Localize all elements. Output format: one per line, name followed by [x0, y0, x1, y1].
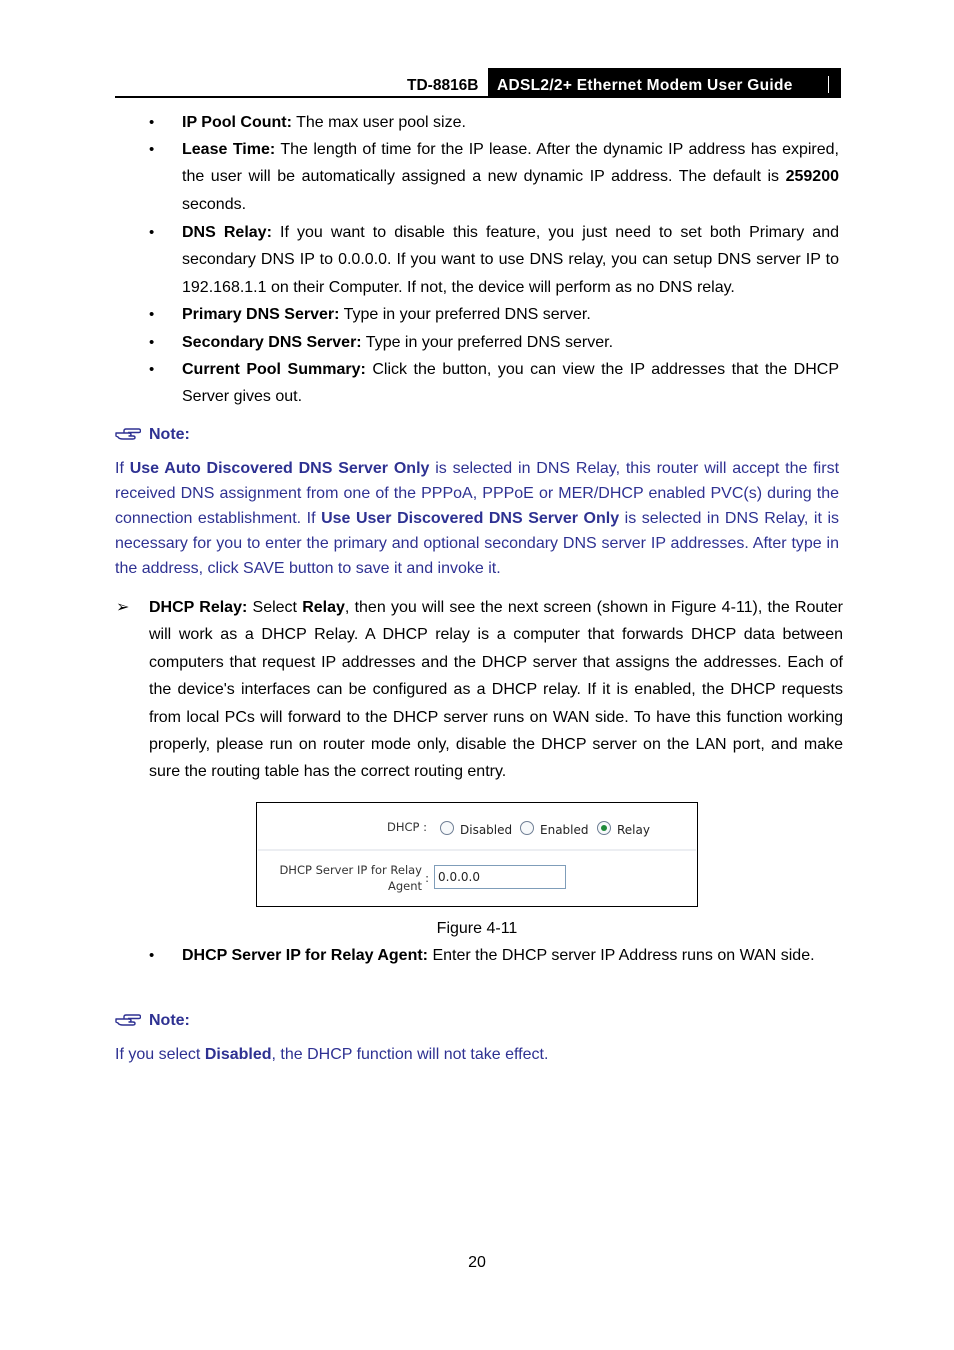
bullet-text: If you want to disable this feature, you just need to set both Primary and secondary DNS IP to 0.0.0.0. If you want to use DNS relay, you can setup DNS server IP to 192.168.1.1 on their Computer. If not, the device will perform as no DNS relay. [182, 224, 839, 296]
dhcp-settings-figure [256, 802, 698, 907]
note-label: Note: [149, 1012, 190, 1029]
figure-caption: Figure 4-11 [436, 920, 518, 937]
bullet-text: Type in your preferred DNS server. [339, 306, 591, 323]
dhcp-label: DHCP : [387, 820, 427, 834]
note-text: , the DHCP function will not take effect. [271, 1046, 549, 1063]
radio-enabled[interactable] [520, 821, 534, 835]
pointing-hand-icon [115, 1014, 141, 1028]
note-label: Note: [149, 426, 190, 443]
bullet-term: Secondary DNS Server: [182, 334, 362, 351]
bullet-term: Lease Time: [182, 141, 276, 158]
bullet-term: DHCP Server IP for Relay Agent: [182, 947, 429, 964]
note-text: is selected in DNS Relay, it is necessary for you to enter the primary and optional secondary DNS server IP addresses. After type in the address, click SAVE button to save it and invoke it. [115, 510, 839, 577]
radio-disabled-label: Disabled [460, 823, 513, 837]
bullet-primary-dns [182, 301, 839, 328]
radio-enabled-label: Enabled [540, 823, 589, 837]
radio-relay-label: Relay [617, 823, 650, 837]
lease-default-value: 259200 [785, 168, 839, 186]
note-body [115, 456, 839, 581]
note-bold: Use User Discovered DNS Server Only [321, 510, 620, 527]
bullet-current-pool-summary [182, 356, 839, 411]
note-heading [115, 426, 190, 444]
radio-relay[interactable] [597, 821, 611, 835]
bullet-ip-pool-count [182, 109, 839, 136]
doc-title: ADSL2/2+ Ethernet Modem User Guide [497, 77, 793, 94]
bullet-text: The max user pool size. [291, 114, 466, 131]
note-text: If you select [115, 1046, 205, 1063]
page-number: 20 [468, 1254, 486, 1271]
item-term: DHCP Relay: [149, 599, 248, 616]
bullet-term: DNS Relay: [182, 224, 272, 241]
bullet-text: Enter the DHCP server IP Address runs on WAN side. [428, 947, 815, 964]
note-text: is selected in DNS Relay, this router will accept the first received DNS assignment from one of the PPPoA, PPPoE or MER/DHCP enabled PVC(s) during the connection establishment. If [115, 460, 840, 527]
relay-agent-label-line2: Agent [387, 879, 422, 893]
relay-agent-label-line1: DHCP Server IP for Relay [279, 863, 422, 877]
item-text: Select [247, 599, 303, 616]
note-bold: Use Auto Discovered DNS Server Only [129, 460, 430, 477]
bullet-term: Primary DNS Server: [182, 306, 340, 323]
pointing-hand-icon [115, 428, 141, 442]
bullet-lease-time [182, 136, 839, 218]
bullet-term: Current Pool Summary: [182, 361, 366, 378]
note-bold: Disabled [204, 1046, 272, 1063]
relay-agent-label [267, 862, 422, 894]
radio-disabled[interactable] [440, 821, 454, 835]
dhcp-relay-item [116, 594, 844, 786]
relay-agent-colon: : [425, 871, 429, 885]
bullet-text: The length of time for the IP lease. After the dynamic IP address has expired, the user will be automatically assigned a new dynamic IP address. The default is [182, 141, 839, 186]
relay-agent-ip-input[interactable]: 0.0.0.0 [434, 865, 566, 889]
figure-separator [258, 849, 696, 851]
bullet-secondary-dns [182, 329, 839, 356]
title-divider [828, 76, 829, 93]
note-text: If [115, 460, 130, 477]
bullet-dns-relay [182, 219, 839, 301]
header-rule [115, 96, 841, 98]
bullet-term: IP Pool Count: [182, 114, 292, 131]
bullet-text: seconds. [182, 195, 247, 213]
doc-title-bar [488, 68, 841, 98]
item-bold: Relay [302, 599, 345, 616]
bullet-relay-agent-ip [182, 942, 839, 969]
doc-model: TD-8816B [407, 77, 479, 94]
bullet-text: Click the button, you can view the IP addresses that the DHCP Server gives out. [182, 361, 839, 406]
arrow-bullet-icon: ➢ [116, 599, 130, 616]
note-body-2 [115, 1042, 839, 1067]
note-heading-2 [115, 1012, 190, 1030]
bullet-text: Type in your preferred DNS server. [361, 334, 614, 351]
item-text: , then you will see the next screen (shown in Figure 4-11), the Router will work as a DHCP Relay. A DHCP relay is a computer that forwards DHCP data between computers that request IP addresses and the DHCP server that assigns the addresses. Each of the device's interfaces can be configured as a DHCP relay. If it is enabled, the DHCP requests from local PCs will forward to the DHCP server runs on WAN side. To have this function working properly, please run on router mode only, disable the DHCP server on the LAN port, and make sure the routing table has the correct routing entry. [149, 599, 844, 781]
